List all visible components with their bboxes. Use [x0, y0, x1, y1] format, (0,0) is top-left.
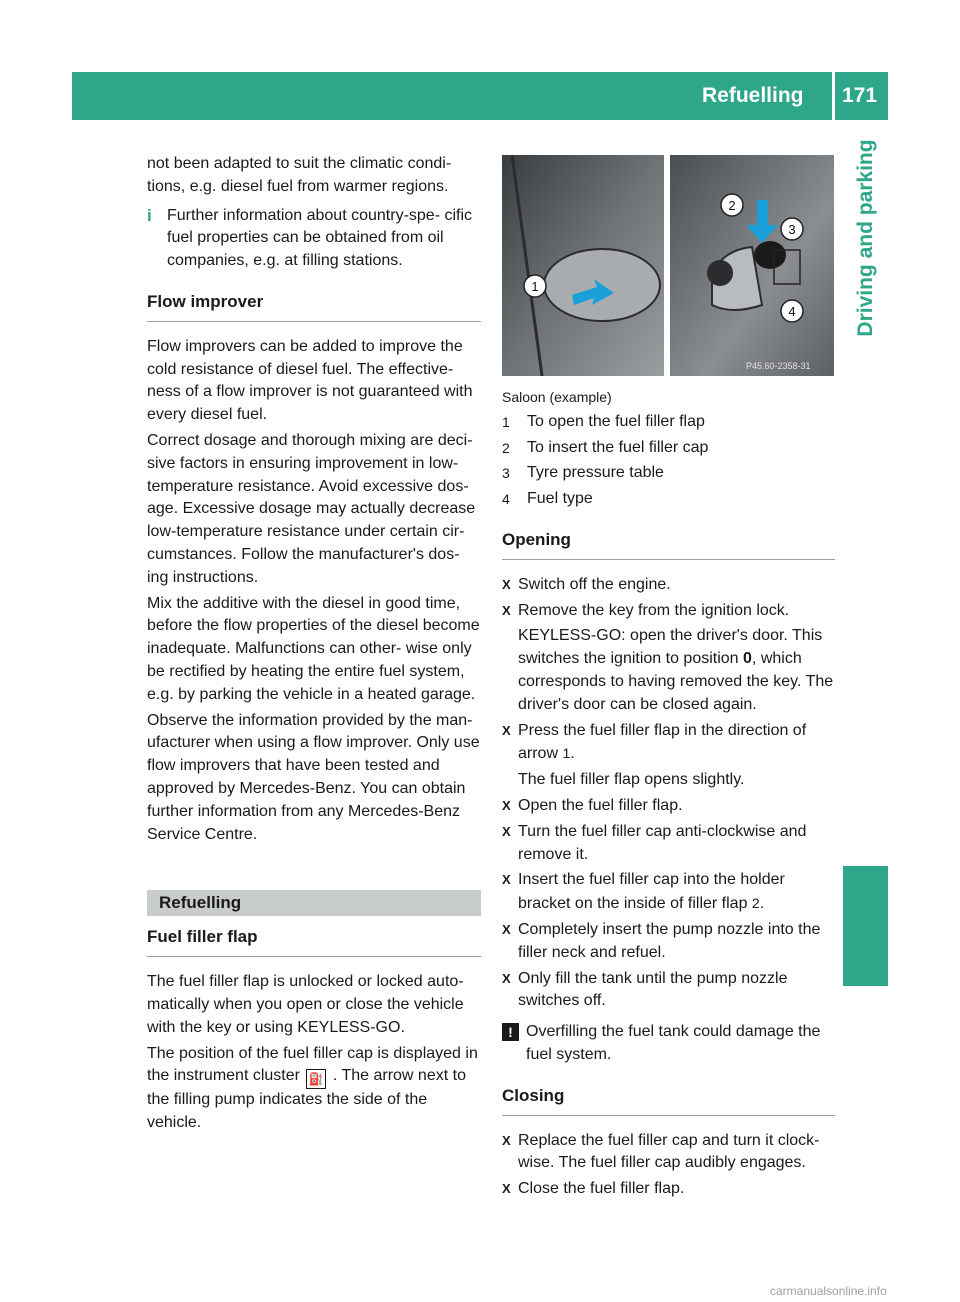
list-item: X Open the fuel filler flap. [502, 795, 835, 818]
legend-item [502, 488, 835, 511]
flow-paragraph-1: Flow improvers can be added to improve the cold resistance of diesel fuel. The effective- ness of a flow improver is not guaranteed with every diesel fuel. [147, 337, 473, 424]
bullet-icon: X [502, 1181, 511, 1197]
page-number: 171 [842, 84, 878, 107]
bullet-icon: X [502, 1132, 511, 1148]
legend-number: 2 [502, 439, 510, 456]
svg-text:1: 1 [531, 279, 539, 294]
watermark: carmanualsonline.info [770, 1284, 887, 1298]
filler-neck [707, 260, 733, 286]
intro-text: not been adapted to suit the climatic condi- tions, e.g. diesel fuel from warmer regions. [147, 155, 452, 195]
section-title-bar: Refuelling [147, 890, 481, 916]
flow-paragraph-3: Mix the additive with the diesel in good time, before the flow properties of the diesel become inadequate. Malfunctions can other- wise only be rectified by heating the entire fuel system, e.g. by parking the vehicle in a heated garage. [147, 594, 480, 703]
list-item: X Switch off the engine. [502, 574, 835, 597]
filler-cap [754, 241, 786, 269]
figure-code: P45.60-2358-31 [746, 361, 811, 371]
fuel-pump-icon: ⛽ [306, 1069, 326, 1089]
bullet-icon: X [502, 823, 511, 839]
left-column [147, 153, 481, 1138]
legend-text: To insert the fuel filler cap [527, 438, 709, 456]
info-text: Further information about country-spe- cific fuel properties can be obtained from oil companies, e.g. at filling stations. [167, 206, 473, 270]
bullet-icon: X [502, 921, 511, 937]
legend-text: Fuel type [527, 490, 593, 508]
bullet-continuation: The fuel filler flap opens slightly. [518, 771, 745, 789]
list-item: X Completely insert the pump nozzle into the filler neck and refuel. [502, 919, 835, 965]
figure-caption: Saloon (example) [502, 389, 612, 405]
legend-item [502, 462, 835, 485]
side-label: Driving and parking [854, 139, 877, 337]
bullet-icon: X [502, 797, 511, 813]
legend-item [502, 411, 835, 434]
side-block [843, 866, 888, 986]
info-icon: i [147, 205, 152, 225]
page-title: Refuelling [702, 84, 804, 107]
reference-1: 1 [562, 745, 571, 762]
list-item: X Turn the fuel filler cap anti-clockwise and remove it. [502, 821, 835, 867]
legend-text: To open the fuel filler flap [527, 412, 705, 430]
list-item: X Press the fuel filler flap in the direction of arrow 1. [502, 720, 835, 767]
opening-heading: Opening [502, 529, 835, 560]
filler-paragraph-1: The fuel filler flap is unlocked or locked auto- matically when you open or close the vehicle with the key or using KEYLESS-GO. [147, 973, 464, 1036]
filler-paragraph-2-end: . The arrow next to the filling pump indicates the side of the vehicle. [147, 1067, 466, 1132]
legend-number: 4 [502, 491, 510, 508]
legend-number: 3 [502, 465, 510, 482]
list-item: X Insert the fuel filler cap into the holder bracket on the inside of filler flap 2. [502, 869, 835, 916]
bullet-icon: X [502, 872, 511, 888]
list-item: X Close the fuel filler flap. [502, 1178, 835, 1201]
flow-improver-heading: Flow improver [147, 291, 481, 322]
list-item: X Replace the fuel filler cap and turn it clock- wise. The fuel filler cap audibly engages. [502, 1130, 835, 1176]
bullet-icon: X [502, 722, 511, 738]
bullet-icon: X [502, 970, 511, 986]
info-note [147, 205, 481, 273]
flow-paragraph-4: Observe the information provided by the man- ufacturer when using a flow improver. Only use flow improvers that have been tested and approved by Mercedes-Benz. You can obtain further information from any Mercedes-Benz Service Centre. [147, 711, 480, 843]
flow-paragraph-2: Correct dosage and thorough mixing are deci- sive factors in ensuring improvement in low- temperature resistance. Avoid excessive dos- age. Excessive dosage may actually decrease low-temperature resistance under certain cir- cumstances. Follow the manufacturer's dos- ing instructions. [147, 431, 476, 586]
fuel-filler-flap-heading: Fuel filler flap [147, 926, 481, 957]
reference-2: 2 [751, 895, 760, 912]
bullet-icon: X [502, 602, 511, 618]
legend-number: 1 [502, 413, 510, 430]
list-item: X Only fill the tank until the pump nozzle switches off. [502, 968, 835, 1014]
legend-text: Tyre pressure table [527, 464, 664, 482]
list-item: X Remove the key from the ignition lock. [502, 600, 835, 623]
warning-note: ! Overfilling the fuel tank could damage the fuel system. [502, 1021, 835, 1067]
fuel-filler-flap-photo [502, 155, 834, 376]
warning-icon: ! [502, 1023, 519, 1041]
right-column [502, 386, 835, 1204]
figure-legend [502, 411, 835, 511]
legend-item [502, 437, 835, 460]
header-divider [832, 72, 835, 120]
closing-heading: Closing [502, 1085, 835, 1116]
bullet-continuation: KEYLESS-GO: open the driver's door. This switches the ignition to position 0, which corresponds to having removed the key. The driver's door can be closed again. [518, 627, 834, 713]
filler-paragraph-2-start: The position of the fuel filler cap is displayed in the instrument cluster [147, 1044, 478, 1085]
filler-paragraph-2 [147, 1043, 481, 1135]
svg-text:2: 2 [728, 198, 736, 213]
svg-text:3: 3 [788, 222, 796, 237]
svg-text:4: 4 [788, 304, 796, 319]
bullet-icon: X [502, 576, 511, 592]
